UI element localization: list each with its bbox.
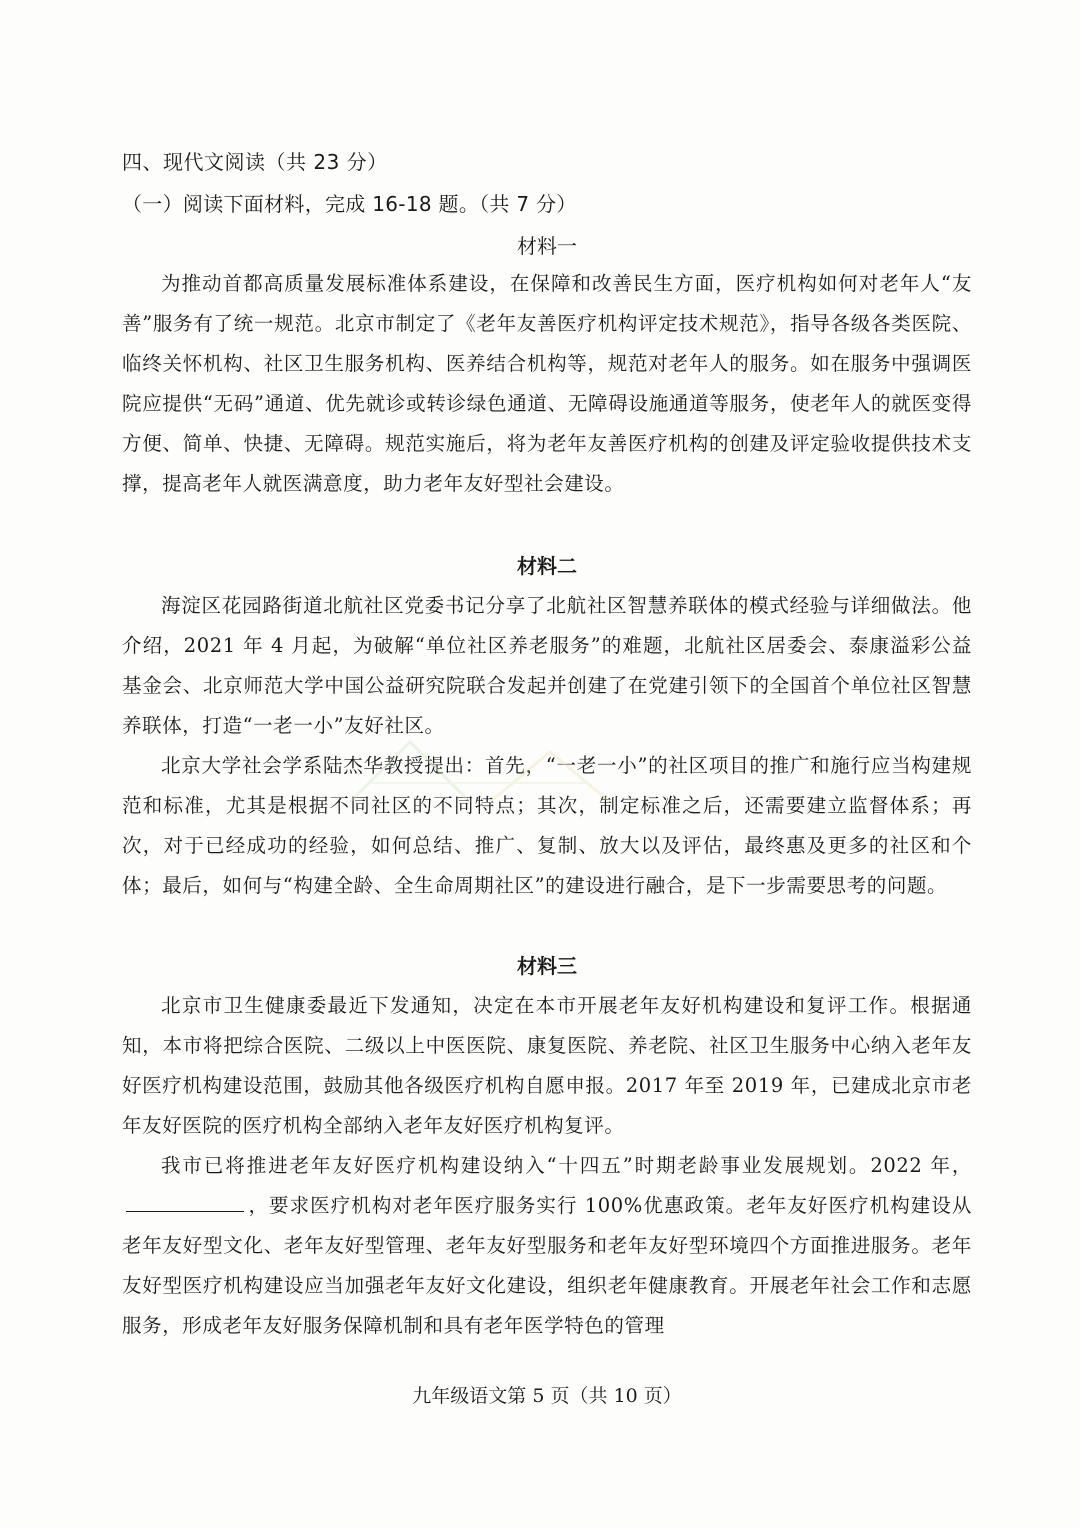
material3-paragraph-2: [122, 1146, 972, 1346]
material1-paragraph-1: 为推动首都高质量发展标准体系建设，在保障和改善民生方面，医疗机构如何对老年人“友善”服务有了统一规范。北京市制定了《老年友善医疗机构评定技术规范》，指导各级各类医院、临终关怀机构、社区卫生服务机构、医养结合机构等，规范对老年人的服务。如在服务中强调医院应提供“无码”通道、优先就诊或转诊绿色通道、无障碍设施通道等服务，使老年人的就医变得方便、简单、快捷、无障碍。规范实施后，将为老年友善医疗机构的创建及评定验收提供技术支撑，提高老年人就医满意度，助力老年友好型社会建设。: [122, 272, 972, 495]
material3-paragraph-2-start: 我市已将推进老年友好医疗机构建设纳入“十四五”时期老龄事业发展规划。2022 年，: [161, 1154, 972, 1177]
material1-heading: 材料一: [517, 234, 577, 258]
fill-in-blank: [126, 1189, 244, 1212]
page-footer: 九年级语文第 5 页（共 10 页）: [412, 1385, 682, 1407]
material2-heading: 材料二: [517, 554, 577, 578]
material3-heading: 材料三: [517, 954, 577, 978]
section-title: 四、现代文阅读（共 23 分）: [122, 150, 388, 174]
subsection-title: （一）阅读下面材料，完成 16-18 题。（共 7 分）: [122, 192, 577, 216]
watermark-logo-icon: [330, 722, 630, 832]
material2-paragraph-2: 北京大学社会学系陆杰华教授提出：首先，“一老一小”的社区项目的推广和施行应当构建规范和标准，尤其是根据不同社区的不同特点；其次，制定标准之后，还需要建立监督体系；再次，对于已经成功的经验，如何总结、推广、复制、放大以及评估，最终惠及更多的社区和个体；最后，如何与“构建全龄、全生命周期社区”的建设进行融合，是下一步需要思考的问题。: [122, 754, 972, 897]
material3-paragraph-1: 北京市卫生健康委最近下发通知，决定在本市开展老年友好机构建设和复评工作。根据通知，本市将把综合医院、二级以上中医医院、康复医院、养老院、社区卫生服务中心纳入老年友好医疗机构建设范围，鼓励其他各级医疗机构自愿申报。2017 年至 2019 年，已建成北京市老年友好医院的医疗机构全部纳入老年友好医疗机构复评。: [122, 994, 972, 1137]
material2-paragraph-1: 海淀区花园路街道北航社区党委书记分享了北航社区智慧养联体的模式经验与详细做法。他介绍，2021 年 4 月起，为破解“单位社区养老服务”的难题，北航社区居委会、泰康溢彩公益基金会、北京师范大学中国公益研究院联合发起并创建了在党建引领下的全国首个单位社区智慧养联体，打造“一老一小”友好社区。: [122, 594, 972, 737]
material3-paragraph-2-end: ，要求医疗机构对老年医疗服务实行 100%优惠政策。老年友好医疗机构建设从老年友好型文化、老年友好型管理、老年友好型服务和老年友好型环境四个方面推进服务。老年友好型医疗机构建设应当加强老年友好文化建设，组织老年健康教育。开展老年社会工作和志愿服务，形成老年友好服务保障机制和具有老年医学特色的管理: [122, 1194, 972, 1337]
